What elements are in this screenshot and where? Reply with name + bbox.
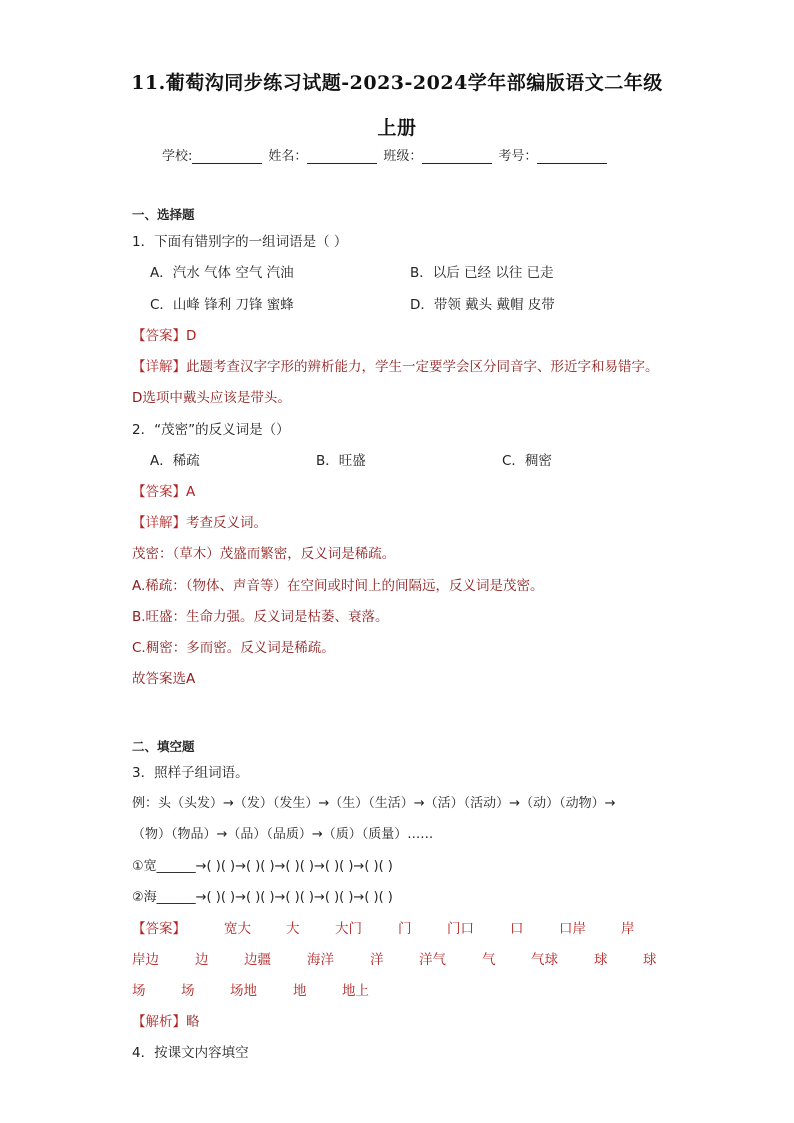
document-title-continued: 上册	[377, 117, 417, 139]
class-blank[interactable]	[422, 150, 492, 164]
question-3-example-line-2: （物）（物品）→（品）（品质）→（质）（质量）……	[132, 827, 434, 842]
detail-text: 考查反义词。	[186, 515, 267, 531]
detail-text: 此题考查汉字字形的辨析能力，学生一定要学会区分同音字、形近字和易错字。	[186, 359, 659, 375]
answer-word: 海洋	[307, 952, 334, 968]
answer-word: 口岸	[559, 921, 586, 937]
answer-word: 气	[482, 952, 496, 968]
question-1-option-b: B．以后 已经 以往 已走	[410, 265, 554, 281]
answer-word: 边疆	[244, 952, 271, 968]
school-label: 学校:	[162, 149, 193, 164]
question-4-stem: 4．按课文内容填空	[132, 1045, 249, 1061]
question-1-detail-2: D选项中戴头应该是带头。	[132, 390, 291, 406]
number-blank[interactable]	[537, 150, 607, 164]
question-1-answer	[132, 327, 196, 345]
document-title: 11.葡萄沟同步练习试题-2023-2024学年部编版语文二年级	[131, 72, 663, 94]
answer-word: 岸边	[132, 952, 159, 968]
answer-word: 球	[643, 952, 657, 968]
question-2-stem: 2．“茂密”的反义词是（）	[132, 422, 290, 438]
answer-word: 场地	[230, 983, 257, 999]
answer-word: 大门	[335, 921, 362, 937]
answer-word: 地上	[342, 983, 369, 999]
detail-label: 【详解】	[132, 515, 186, 531]
question-3-answer-row-1	[132, 920, 672, 938]
answer-value: A	[186, 484, 196, 500]
number-label: 考号：	[498, 149, 538, 164]
question-3-stem: 3．照样子组词语。	[132, 765, 249, 781]
student-info-line	[162, 145, 613, 164]
question-1-detail	[132, 358, 659, 376]
answer-word: 场	[181, 983, 195, 999]
question-2-option-b: B．旺盛	[316, 453, 366, 469]
question-2-explanation-3: B.旺盛：生命力强。反义词是枯萎、衰落。	[132, 609, 389, 625]
name-label: 姓名：	[268, 149, 308, 164]
question-1-option-c: C．山峰 锋利 刀锋 蜜蜂	[150, 297, 294, 313]
question-3-analysis	[132, 1013, 200, 1031]
answer-word: 门	[398, 921, 412, 937]
question-2-option-c: C．稠密	[502, 453, 552, 469]
question-2-explanation-1: 茂密：（草木）茂盛而繁密，反义词是稀疏。	[132, 546, 396, 562]
answer-word: 边	[195, 952, 209, 968]
answer-label: 【答案】	[132, 921, 186, 937]
question-1-stem: 1．下面有错别字的一组词语是（ ）	[132, 234, 348, 250]
question-1-option-a: A．汽水 气体 空气 汽油	[150, 265, 294, 281]
class-label: 班级：	[383, 149, 423, 164]
answer-word: 岸	[621, 921, 635, 937]
question-2-explanation-2: A.稀疏：（物体、声音等）在空间或时间上的间隔远，反义词是茂密。	[132, 578, 544, 594]
question-2-answer	[132, 483, 195, 501]
question-1-option-d: D．带领 戴头 戴帽 皮带	[410, 297, 555, 313]
school-blank[interactable]	[192, 150, 262, 164]
answer-label: 【答案】	[132, 328, 186, 344]
name-blank[interactable]	[307, 150, 377, 164]
question-2-option-a: A．稀疏	[150, 453, 200, 469]
answer-label: 【答案】	[132, 484, 186, 500]
section-heading-fill: 二、填空题	[132, 739, 195, 754]
answer-word: 气球	[531, 952, 558, 968]
answer-word: 口	[510, 921, 524, 937]
detail-label: 【详解】	[132, 359, 186, 375]
answer-word: 门口	[447, 921, 474, 937]
analysis-text: 略	[186, 1014, 200, 1030]
question-2-detail	[132, 514, 267, 532]
question-3-fill-row-1[interactable]: ①宽______→( )( )→( )( )→( )( )→( )( )→( )( )	[132, 859, 393, 874]
answer-word: 洋气	[419, 952, 446, 968]
question-2-conclusion: 故答案选A	[132, 671, 196, 687]
answer-word: 宽大	[224, 921, 251, 937]
answer-word: 地	[293, 983, 307, 999]
answer-word: 大	[286, 921, 300, 937]
answer-word: 球	[594, 952, 608, 968]
question-3-fill-row-2[interactable]: ②海______→( )( )→( )( )→( )( )→( )( )→( )( )	[132, 890, 393, 905]
answer-word: 场	[132, 983, 146, 999]
answer-word: 洋	[370, 952, 384, 968]
section-heading-choice: 一、选择题	[132, 207, 195, 222]
question-3-example-line-1: 例：头（头发）→（发）（发生）→（生）（生活）→（活）（活动）→（动）（动物）→	[132, 796, 616, 811]
answer-value: D	[186, 328, 197, 344]
question-2-explanation-4: C.稠密：多而密。反义词是稀疏。	[132, 640, 335, 656]
analysis-label: 【解析】	[132, 1014, 186, 1030]
